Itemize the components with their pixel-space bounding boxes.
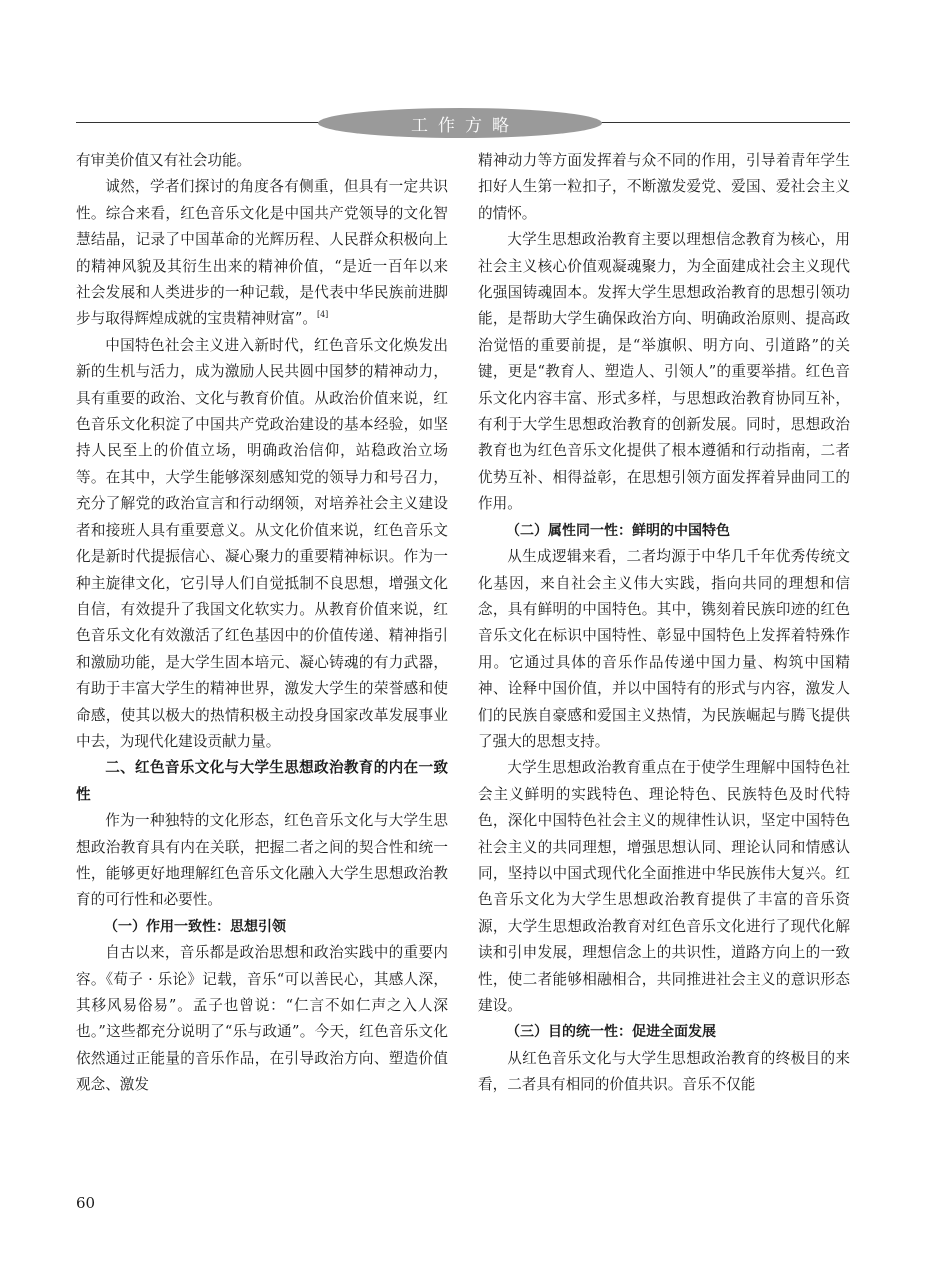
paragraph: 有审美价值又有社会功能。 — [76, 152, 252, 169]
subsection-heading: （二）属性同一性：鲜明的中国特色 — [506, 522, 730, 539]
subsection-heading: （一）作用一致性：思想引领 — [104, 918, 286, 935]
right-column — [478, 148, 850, 1099]
paragraph: 从红色音乐文化与大学生思想政治教育的终极目的来看，二者具有相同的价值共识。音乐不仅能 — [478, 1049, 850, 1094]
section-heading: 二、红色音乐文化与大学生思想政治教育的内在一致性 — [76, 759, 448, 803]
paragraph: 大学生思想政治教育主要以理想信念教育为核心，用社会主义核心价值观凝魂聚力，为全面建成社会主义现代化强国铸魂固本。发挥大学生思想政治教育的思想引领功能，是帮助大学生确保政治方向、明确政治原则、提高政治觉悟的重要前提，是“举旗帜、明方向、引道路”的关键，更是“教育人、塑造人、引领人”的重要举措。红色音乐文化内容丰富、形式多样，与思想政治教育协同互补，有利于大学生思想政治教育的创新发展。同时，思想政治教育也为红色音乐文化提供了根本遵循和行动指南，二者优势互补、相得益彰，在思想引领方面发挥着异曲同工的作用。 — [478, 231, 850, 513]
section-header-tab — [318, 108, 602, 138]
paragraph — [76, 174, 448, 332]
paragraph: 大学生思想政治教育重点在于使学生理解中国特色社会主义鲜明的实践特色、理论特色、民族特色及时代特色，深化中国特色社会主义的规律性认识，坚定中国特色社会主义的共同理想，增强思想认同、理论认同和情感认同，坚持以中国式现代化全面推进中华民族伟大复兴。红色音乐文化为大学生思想政治教育提供了丰富的音乐资源，大学生思想政治教育对红色音乐文化进行了现代化解读和引申发展，理想信念上的共识性，道路方向上的一致性，使二者能够相融相合，共同推进社会主义的意识形态建设。 — [478, 759, 850, 1014]
paragraph: 从生成逻辑来看，二者均源于中华几千年优秀传统文化基因，来自社会主义伟大实践，指向共同的理想和信念，具有鲜明的中国特色。其中，镌刻着民族印迹的红色音乐文化在标识中国特性、彰显中国特色上发挥着特殊作用。它通过具体的音乐作品传递中国力量、构筑中国精神、诠释中国价值，并以中国特有的形式与内容，激发人们的民族自豪感和爱国主义热情，为民族崛起与腾飞提供了强大的思想支持。 — [478, 548, 850, 750]
left-column — [76, 148, 448, 1099]
paragraph: 自古以来，音乐都是政治思想和政治实践中的重要内容。《荀子 · 乐论》记载，音乐“可以善民心，其感人深，其移风易俗易”。孟子也曾说：“仁言不如仁声之入人深也。”这些都充分说明了“乐与政通”。今天，红色音乐文化依然通过正能量的音乐作品，在引导政治方向、塑造价值观念、激发 — [76, 944, 448, 1094]
paragraph: 作为一种独特的文化形态，红色音乐文化与大学生思想政治教育具有内在关联，把握二者之间的契合性和统一性，能够更好地理解红色音乐文化融入大学生思想政治教育的可行性和必要性。 — [76, 812, 448, 909]
paragraph-text: 诚然，学者们探讨的角度各有侧重，但具有一定共识性。综合来看，红色音乐文化是中国共产党领导的文化智慧结晶，记录了中国革命的光辉历程、人民群众积极向上的精神风貌及其衍生出来的精神价值，“是近一百年以来社会发展和人类进步的一种记载，是代表中华民族前进脚步与取得辉煌成就的宝贵精神财富”。 — [76, 178, 448, 328]
citation-ref: [4] — [316, 310, 329, 320]
subsection-heading: （三）目的统一性：促进全面发展 — [506, 1024, 716, 1041]
page-number: 60 — [76, 1194, 96, 1212]
section-header-label: 工作方略 — [411, 115, 519, 136]
paragraph: 中国特色社会主义进入新时代，红色音乐文化焕发出新的生机与活力，成为激励人民共圆中国梦的精神动力，具有重要的政治、文化与教育价值。从政治价值来说，红色音乐文化积淀了中国共产党政治建设的基本经验，如坚持人民至上的价值立场，明确政治信仰，站稳政治立场等。在其中，大学生能够深刻感知党的领导力和号召力，充分了解党的政治宣言和行动纲领，对培养社会主义建设者和接班人具有重要意义。从文化价值来说，红色音乐文化是新时代提振信心、凝心聚力的重要精神标识。作为一种主旋律文化，它引导人们自觉抵制不良思想，增强文化自信，有效提升了我国文化软实力。从教育价值来说，红色音乐文化有效激活了红色基因中的价值传递、精神指引和激励功能，是大学生固本培元、凝心铸魂的有力武器，有助于丰富大学生的精神世界，激发大学生的荣誉感和使命感，使其以极大的热情积极主动投身国家改革发展事业中去，为现代化建设贡献力量。 — [76, 336, 448, 750]
paragraph: 精神动力等方面发挥着与众不同的作用，引导着青年学生扣好人生第一粒扣子，不断激发爱党、爱国、爱社会主义的情怀。 — [478, 152, 850, 222]
